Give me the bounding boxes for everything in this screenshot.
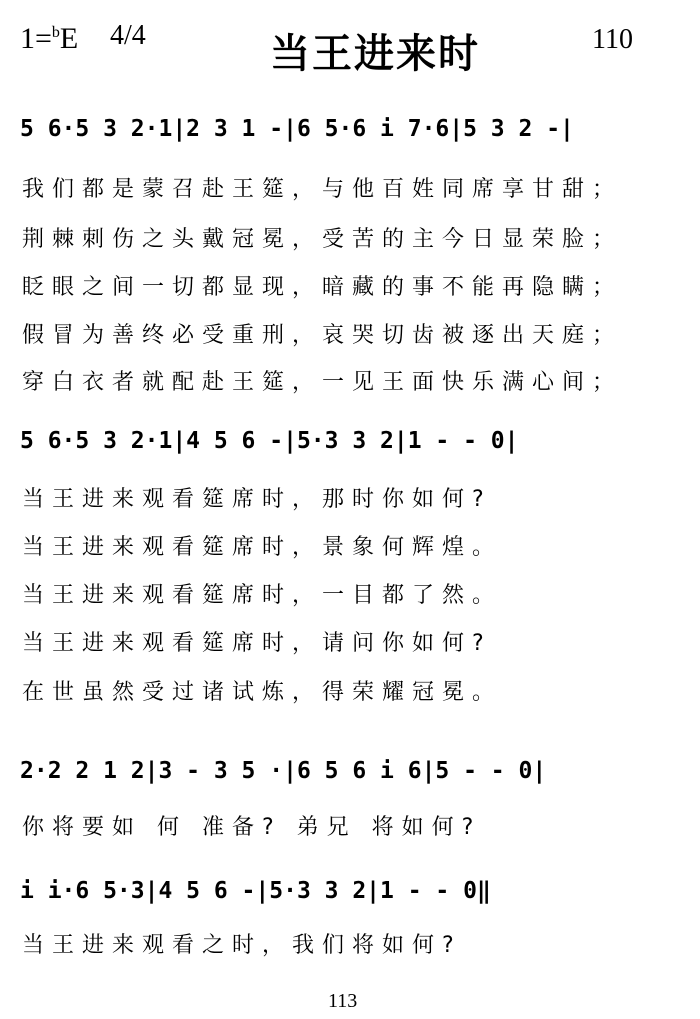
notation-line-1: 5 6·5 3 2·1|2 3 1 -|6 5·6 i 7·6|5 3 2 -| xyxy=(20,116,574,142)
lyric-line: 当王进来观看之时，我们将如何? xyxy=(22,933,462,958)
lyric-line: 穿白衣者就配赴王筵，一见王面快乐满心间； xyxy=(22,370,623,395)
lyric-line: 我们都是蒙召赴王筵，与他百姓同席享甘甜； xyxy=(22,177,623,202)
notation-line-4: i i·6 5·3|4 5 6 -|5·3 3 2|1 - - 0‖ xyxy=(20,878,491,904)
lyric-line: 你将要如 何 准备? 弟兄 将如何? xyxy=(22,815,482,840)
lyric-line: 当王进来观看筵席时，那时你如何? xyxy=(22,487,492,512)
notation-line-3: 2·2 2 1 2|3 - 3 5 ·|6 5 6 i 6|5 - - 0| xyxy=(20,758,547,784)
notation-line-2: 5 6·5 3 2·1|4 5 6 -|5·3 3 2|1 - - 0| xyxy=(20,428,519,454)
lyric-line: 当王进来观看筵席时，一目都了然。 xyxy=(22,583,503,608)
time-signature: 4/4 xyxy=(110,20,146,51)
key-signature: 1=$^b$E xyxy=(20,22,79,55)
lyric-line: 荆棘刺伤之头戴冠冕，受苦的主今日显荣脸； xyxy=(22,227,623,252)
hymn-title: 当王进来时 xyxy=(270,31,480,77)
lyric-line: 当王进来观看筵席时，景象何辉煌。 xyxy=(22,535,503,560)
lyric-line: 眨眼之间一切都显现，暗藏的事不能再隐瞒； xyxy=(22,275,623,300)
page-number: 113 xyxy=(328,990,358,1012)
lyric-line: 当王进来观看筵席时，请问你如何? xyxy=(22,631,492,656)
hymn-number: 110 xyxy=(592,24,633,55)
lyric-line: 假冒为善终必受重刑，哀哭切齿被逐出天庭； xyxy=(22,323,623,348)
lyric-line: 在世虽然受过诸试炼，得荣耀冠冕。 xyxy=(22,680,503,705)
